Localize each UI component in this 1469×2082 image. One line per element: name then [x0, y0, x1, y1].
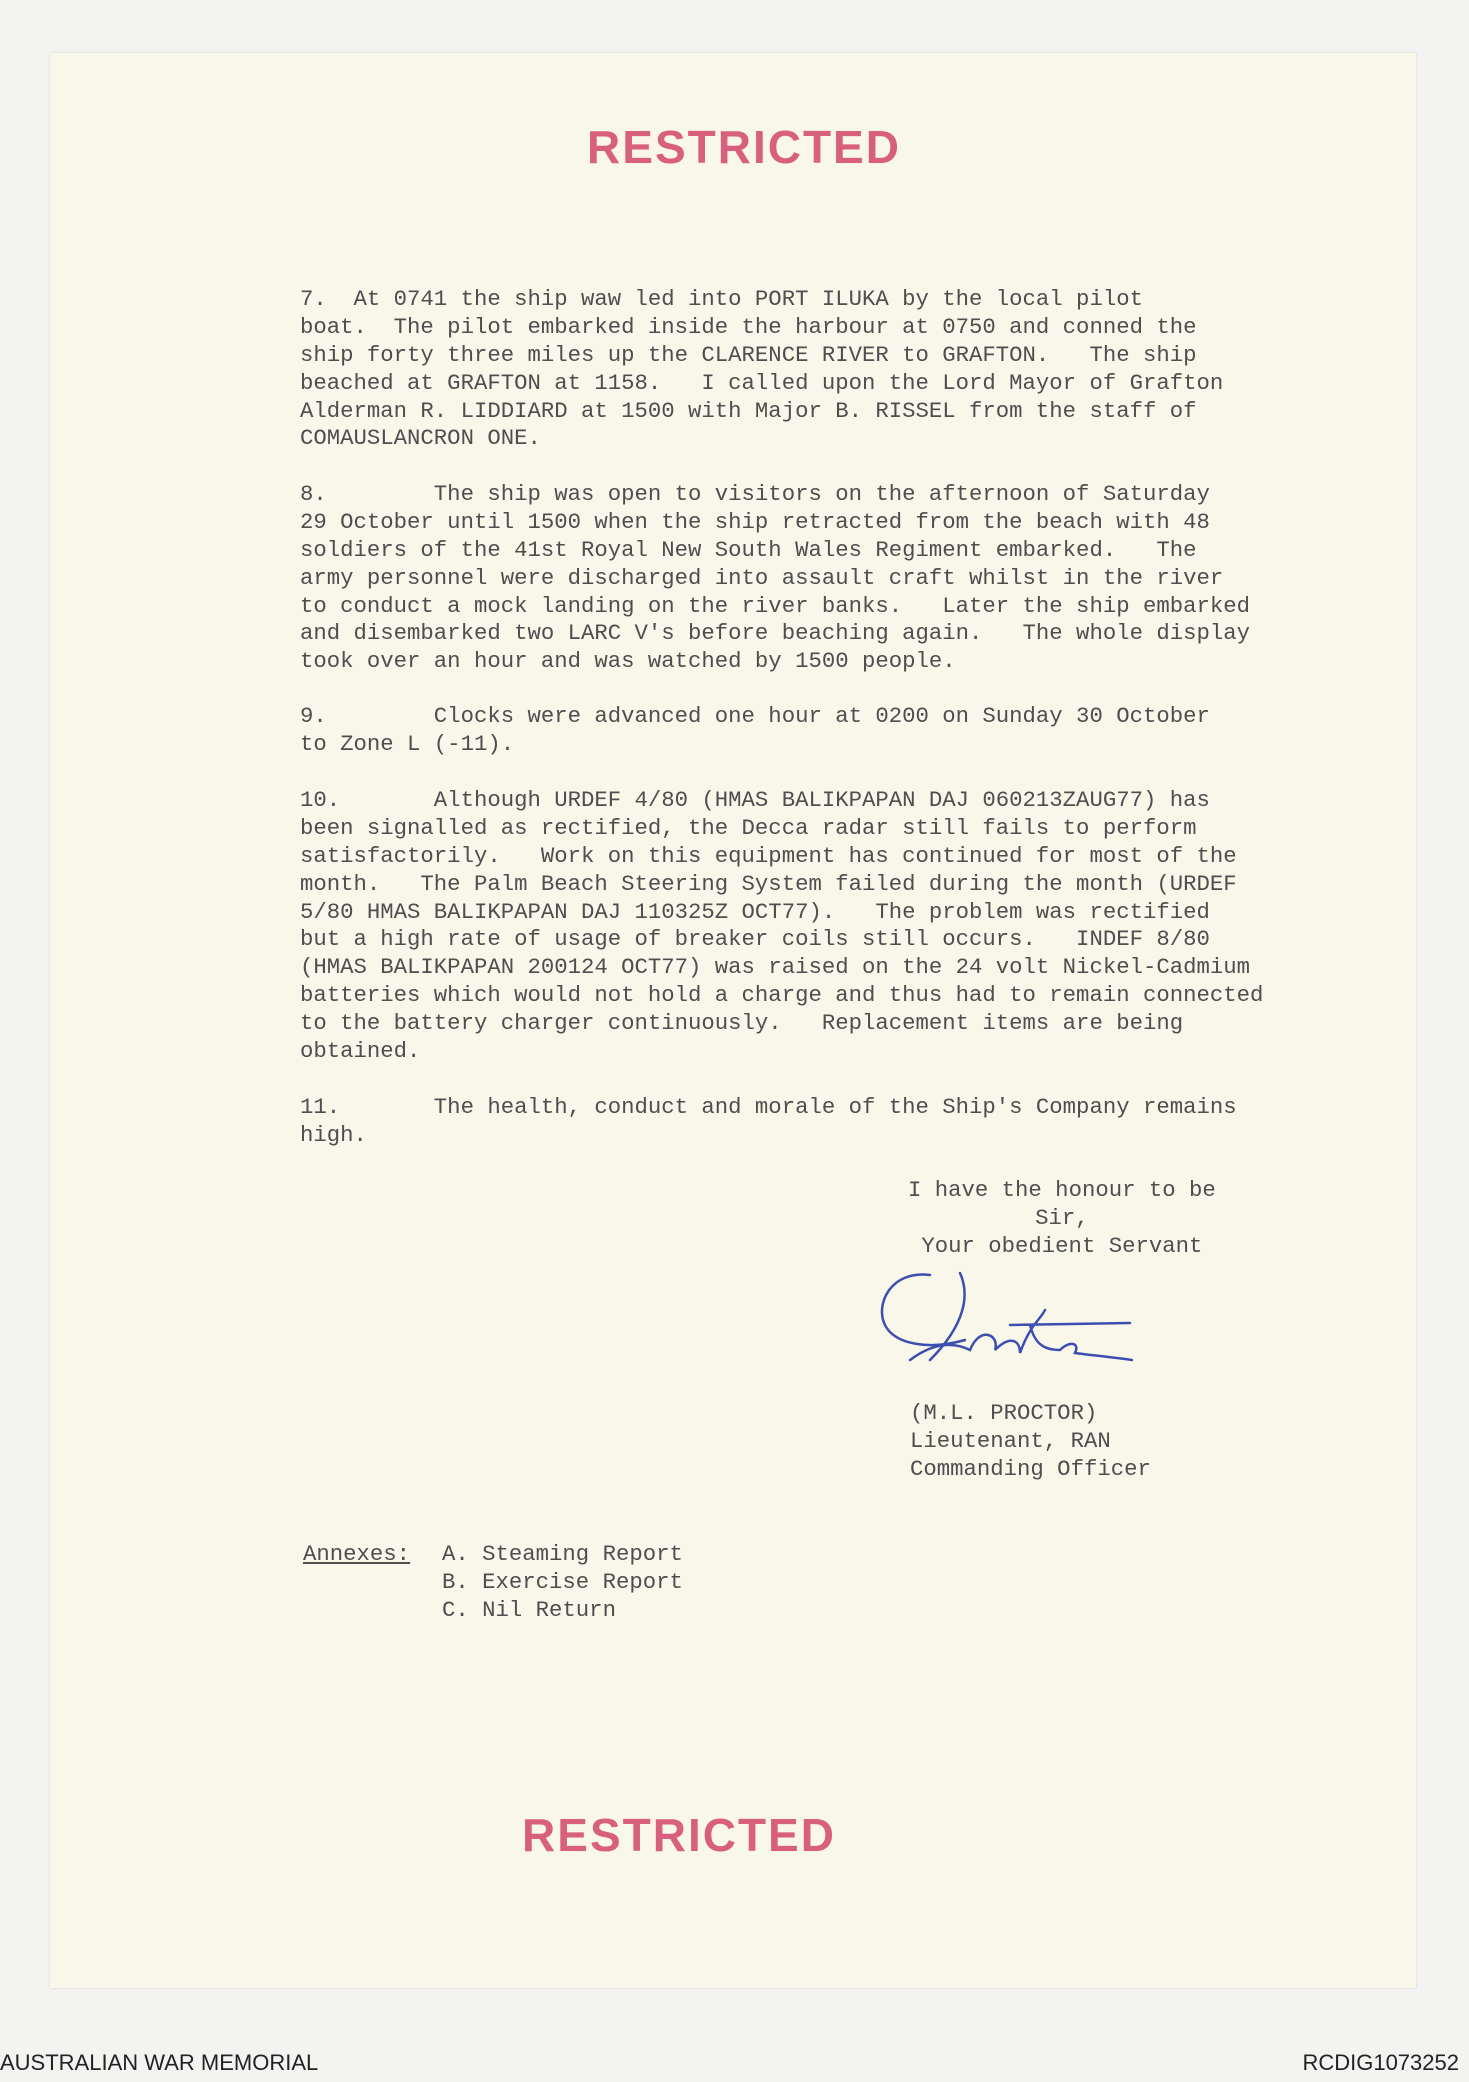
text-line: 9. Clocks were advanced one hour at 0200 on Sunday 30 October: [300, 703, 1210, 729]
text-line: and disembarked two LARC V's before beaching again. The whole display: [300, 620, 1251, 647]
paragraph-9: [300, 703, 1210, 759]
restricted-stamp-top: RESTRICTED: [587, 121, 901, 173]
text-line: high.: [300, 1121, 367, 1148]
text-line: obtained.: [300, 1038, 421, 1065]
text-line: beached at GRAFTON at 1158. I called upon the Lord Mayor of Grafton: [300, 369, 1224, 396]
annex-item: B. Exercise Report: [442, 1568, 683, 1595]
paragraph-7: [300, 286, 1223, 453]
signatory-rank: Lieutenant, RAN: [910, 1427, 1111, 1454]
closing-line: Sir,: [1035, 1204, 1089, 1231]
signatory-block: [910, 1400, 1151, 1484]
restricted-stamp-bottom: RESTRICTED: [522, 1809, 836, 1861]
text-line: to conduct a mock landing on the river banks. Later the ship embarked: [300, 592, 1251, 619]
text-line: 5/80 HMAS BALIKPAPAN DAJ 110325Z OCT77). The problem was rectified: [300, 898, 1210, 925]
footer-institution: AUSTRALIAN WAR MEMORIAL: [0, 2050, 319, 2075]
annex-item: A. Steaming Report: [442, 1541, 683, 1567]
paragraph-8: [300, 481, 1250, 676]
annexes-label: Annexes:: [303, 1541, 411, 1567]
text-line: month. The Palm Beach Steering System failed during the month (URDEF: [300, 870, 1237, 897]
text-line: 10. Although URDEF 4/80 (HMAS BALIKPAPAN DAJ 060213ZAUG77) has: [300, 787, 1210, 813]
footer-record-id: RCDIG1073252: [1302, 2050, 1459, 2075]
text-line: army personnel were discharged into assault craft whilst in the river: [300, 564, 1224, 591]
text-line: took over an hour and was watched by 1500 people.: [300, 648, 956, 675]
text-line: 7. At 0741 the ship waw led into PORT ILUKA by the local pilot: [300, 286, 1143, 312]
signatory-name: (M.L. PROCTOR): [910, 1400, 1098, 1426]
closing-salutation: [908, 1177, 1216, 1261]
text-line: but a high rate of usage of breaker coils still occurs. INDEF 8/80: [300, 926, 1210, 953]
text-line: to the battery charger continuously. Replacement items are being: [300, 1010, 1184, 1037]
annexes-list: [442, 1541, 683, 1625]
paragraph-11: [300, 1094, 1237, 1150]
text-line: satisfactorily. Work on this equipment has continued for most of the: [300, 842, 1237, 869]
closing-line: Your obedient Servant: [921, 1232, 1203, 1259]
text-line: (HMAS BALIKPAPAN 200124 OCT77) was raised on the 24 volt Nickel-Cadmium: [300, 954, 1251, 981]
text-line: Alderman R. LIDDIARD at 1500 with Major B. RISSEL from the staff of: [300, 397, 1197, 424]
signature: [870, 1265, 1150, 1385]
closing-line: I have the honour to be: [908, 1177, 1216, 1203]
text-line: COMAUSLANCRON ONE.: [300, 425, 541, 452]
signatory-role: Commanding Officer: [910, 1455, 1151, 1482]
annex-item: C. Nil Return: [442, 1596, 616, 1623]
text-line: 11. The health, conduct and morale of the Ship's Company remains: [300, 1094, 1237, 1120]
paragraph-10: [300, 787, 1263, 1066]
text-line: soldiers of the 41st Royal New South Wales Regiment embarked. The: [300, 536, 1197, 563]
text-line: 8. The ship was open to visitors on the afternoon of Saturday: [300, 481, 1210, 507]
text-line: batteries which would not hold a charge and thus had to remain connected: [300, 982, 1264, 1009]
annexes-label-block: [303, 1541, 410, 1569]
text-line: to Zone L (-11).: [300, 730, 515, 757]
text-line: been signalled as rectified, the Decca radar still fails to perform: [300, 814, 1197, 841]
text-line: 29 October until 1500 when the ship retracted from the beach with 48: [300, 508, 1210, 535]
text-line: boat. The pilot embarked inside the harbour at 0750 and conned the: [300, 313, 1197, 340]
text-line: ship forty three miles up the CLARENCE RIVER to GRAFTON. The ship: [300, 341, 1197, 368]
